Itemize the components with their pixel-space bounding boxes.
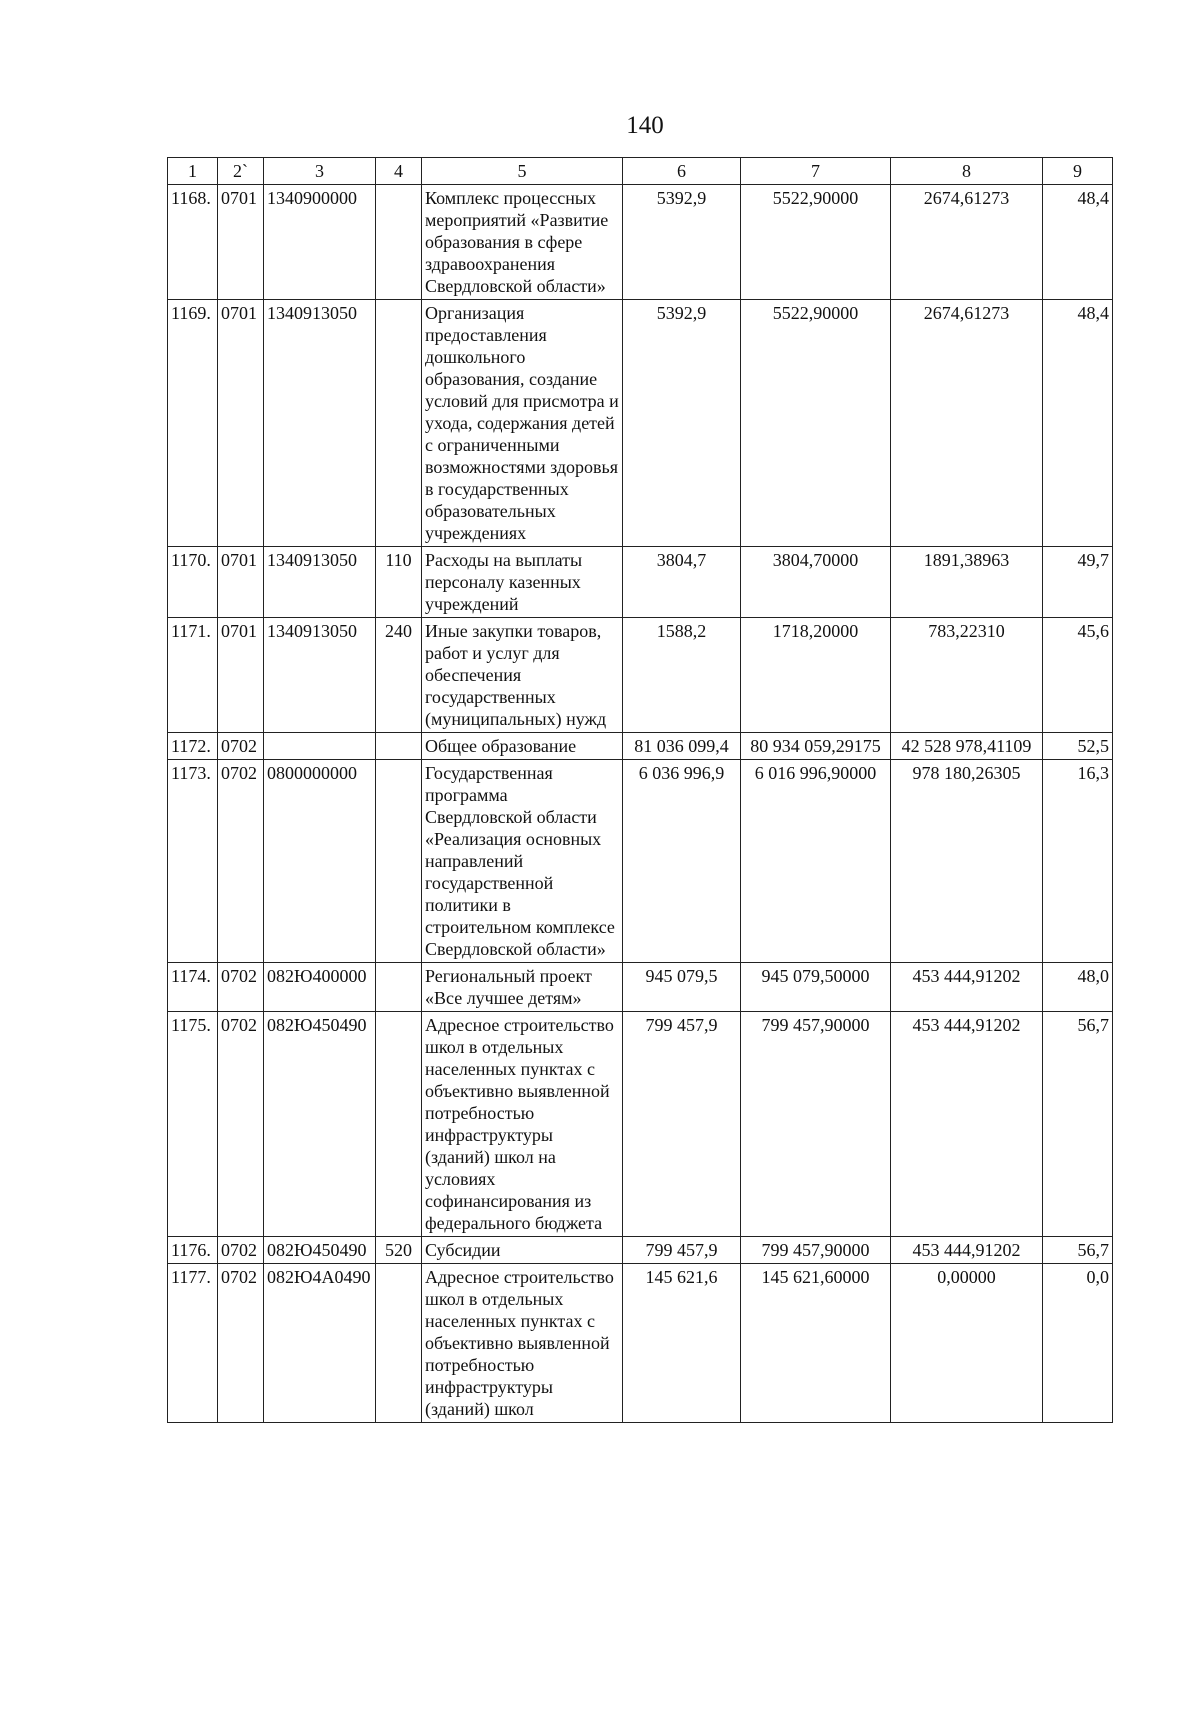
expense-type (376, 963, 422, 1012)
item-name: Адресное строительство школ в отдельных населенных пунктах с объективно выявленной потребностью инфраструктуры (зданий) школ (422, 1264, 623, 1423)
target-code: 0800000000 (264, 760, 376, 963)
value-col-6: 81 036 099,4 (623, 733, 741, 760)
value-col-7: 3804,70000 (741, 547, 891, 618)
target-code: 1340913050 (264, 547, 376, 618)
section-code: 0702 (218, 1237, 264, 1264)
value-col-7: 145 621,60000 (741, 1264, 891, 1423)
section-code: 0701 (218, 300, 264, 547)
value-col-7: 1718,20000 (741, 618, 891, 733)
header-col-4: 4 (376, 158, 422, 185)
value-col-9: 56,7 (1043, 1012, 1113, 1237)
value-col-9: 16,3 (1043, 760, 1113, 963)
header-col-9: 9 (1043, 158, 1113, 185)
expense-type: 240 (376, 618, 422, 733)
item-name: Региональный проект «Все лучшее детям» (422, 963, 623, 1012)
table-row (168, 300, 1113, 547)
table-row (168, 760, 1113, 963)
section-code: 0702 (218, 1264, 264, 1423)
value-col-8: 978 180,26305 (891, 760, 1043, 963)
value-col-9: 49,7 (1043, 547, 1113, 618)
value-col-6: 6 036 996,9 (623, 760, 741, 963)
value-col-9: 48,4 (1043, 300, 1113, 547)
row-number: 1172. (168, 733, 218, 760)
row-number: 1169. (168, 300, 218, 547)
target-code: 1340900000 (264, 185, 376, 300)
value-col-8: 453 444,91202 (891, 1237, 1043, 1264)
header-col-3: 3 (264, 158, 376, 185)
value-col-8: 2674,61273 (891, 300, 1043, 547)
value-col-8: 1891,38963 (891, 547, 1043, 618)
row-number: 1176. (168, 1237, 218, 1264)
budget-table (167, 157, 1113, 1423)
section-code: 0702 (218, 733, 264, 760)
header-col-6: 6 (623, 158, 741, 185)
value-col-8: 0,00000 (891, 1264, 1043, 1423)
value-col-9: 48,0 (1043, 963, 1113, 1012)
target-code: 082Ю450490 (264, 1237, 376, 1264)
expense-type (376, 1012, 422, 1237)
page-number: 140 (626, 112, 664, 139)
item-name: Комплекс процессных мероприятий «Развитие образования в сфере здравоохранения Свердловской области» (422, 185, 623, 300)
row-number: 1170. (168, 547, 218, 618)
value-col-9: 45,6 (1043, 618, 1113, 733)
expense-type (376, 733, 422, 760)
table-row (168, 733, 1113, 760)
table-row (168, 1264, 1113, 1423)
section-code: 0701 (218, 547, 264, 618)
row-number: 1168. (168, 185, 218, 300)
value-col-9: 52,5 (1043, 733, 1113, 760)
section-code: 0702 (218, 1012, 264, 1237)
expense-type: 520 (376, 1237, 422, 1264)
item-name: Субсидии (422, 1237, 623, 1264)
value-col-7: 799 457,90000 (741, 1237, 891, 1264)
value-col-9: 48,4 (1043, 185, 1113, 300)
value-col-9: 0,0 (1043, 1264, 1113, 1423)
item-name: Организация предоставления дошкольного образования, создание условий для присмотра и ухода, содержания детей с ограниченными возможностями здоровья в государственных образовательных учреждениях (422, 300, 623, 547)
table-row (168, 963, 1113, 1012)
item-name: Общее образование (422, 733, 623, 760)
section-code: 0701 (218, 185, 264, 300)
item-name: Адресное строительство школ в отдельных населенных пунктах с объективно выявленной потребностью инфраструктуры (зданий) школ на условиях софинансирования из федерального бюджета (422, 1012, 623, 1237)
header-col-1: 1 (168, 158, 218, 185)
value-col-6: 3804,7 (623, 547, 741, 618)
value-col-7: 5522,90000 (741, 185, 891, 300)
header-col-2: 2` (218, 158, 264, 185)
value-col-6: 799 457,9 (623, 1012, 741, 1237)
target-code (264, 733, 376, 760)
row-number: 1174. (168, 963, 218, 1012)
value-col-8: 783,22310 (891, 618, 1043, 733)
value-col-6: 145 621,6 (623, 1264, 741, 1423)
header-col-8: 8 (891, 158, 1043, 185)
value-col-7: 799 457,90000 (741, 1012, 891, 1237)
row-number: 1177. (168, 1264, 218, 1423)
value-col-7: 80 934 059,29175 (741, 733, 891, 760)
section-code: 0702 (218, 963, 264, 1012)
expense-type (376, 760, 422, 963)
target-code: 082Ю450490 (264, 1012, 376, 1237)
target-code: 1340913050 (264, 300, 376, 547)
table-row (168, 618, 1113, 733)
value-col-8: 42 528 978,41109 (891, 733, 1043, 760)
table-body (168, 185, 1113, 1423)
value-col-6: 1588,2 (623, 618, 741, 733)
header-row (168, 158, 1113, 185)
value-col-8: 2674,61273 (891, 185, 1043, 300)
target-code: 082Ю4А0490 (264, 1264, 376, 1423)
target-code: 082Ю400000 (264, 963, 376, 1012)
value-col-8: 453 444,91202 (891, 1012, 1043, 1237)
expense-type (376, 185, 422, 300)
section-code: 0702 (218, 760, 264, 963)
header-col-5: 5 (422, 158, 623, 185)
item-name: Иные закупки товаров, работ и услуг для обеспечения государственных (муниципальных) нужд (422, 618, 623, 733)
table-row (168, 547, 1113, 618)
value-col-6: 5392,9 (623, 300, 741, 547)
expense-type (376, 1264, 422, 1423)
expense-type (376, 300, 422, 547)
item-name: Государственная программа Свердловской области «Реализация основных направлений государственной политики в строительном комплексе Свердловской области» (422, 760, 623, 963)
table-row (168, 185, 1113, 300)
value-col-7: 945 079,50000 (741, 963, 891, 1012)
value-col-7: 6 016 996,90000 (741, 760, 891, 963)
value-col-7: 5522,90000 (741, 300, 891, 547)
row-number: 1171. (168, 618, 218, 733)
header-col-7: 7 (741, 158, 891, 185)
item-name: Расходы на выплаты персоналу казенных учреждений (422, 547, 623, 618)
value-col-6: 5392,9 (623, 185, 741, 300)
section-code: 0701 (218, 618, 264, 733)
value-col-6: 945 079,5 (623, 963, 741, 1012)
table-row (168, 1237, 1113, 1264)
expense-type: 110 (376, 547, 422, 618)
table-row (168, 1012, 1113, 1237)
value-col-8: 453 444,91202 (891, 963, 1043, 1012)
row-number: 1173. (168, 760, 218, 963)
row-number: 1175. (168, 1012, 218, 1237)
value-col-9: 56,7 (1043, 1237, 1113, 1264)
target-code: 1340913050 (264, 618, 376, 733)
value-col-6: 799 457,9 (623, 1237, 741, 1264)
